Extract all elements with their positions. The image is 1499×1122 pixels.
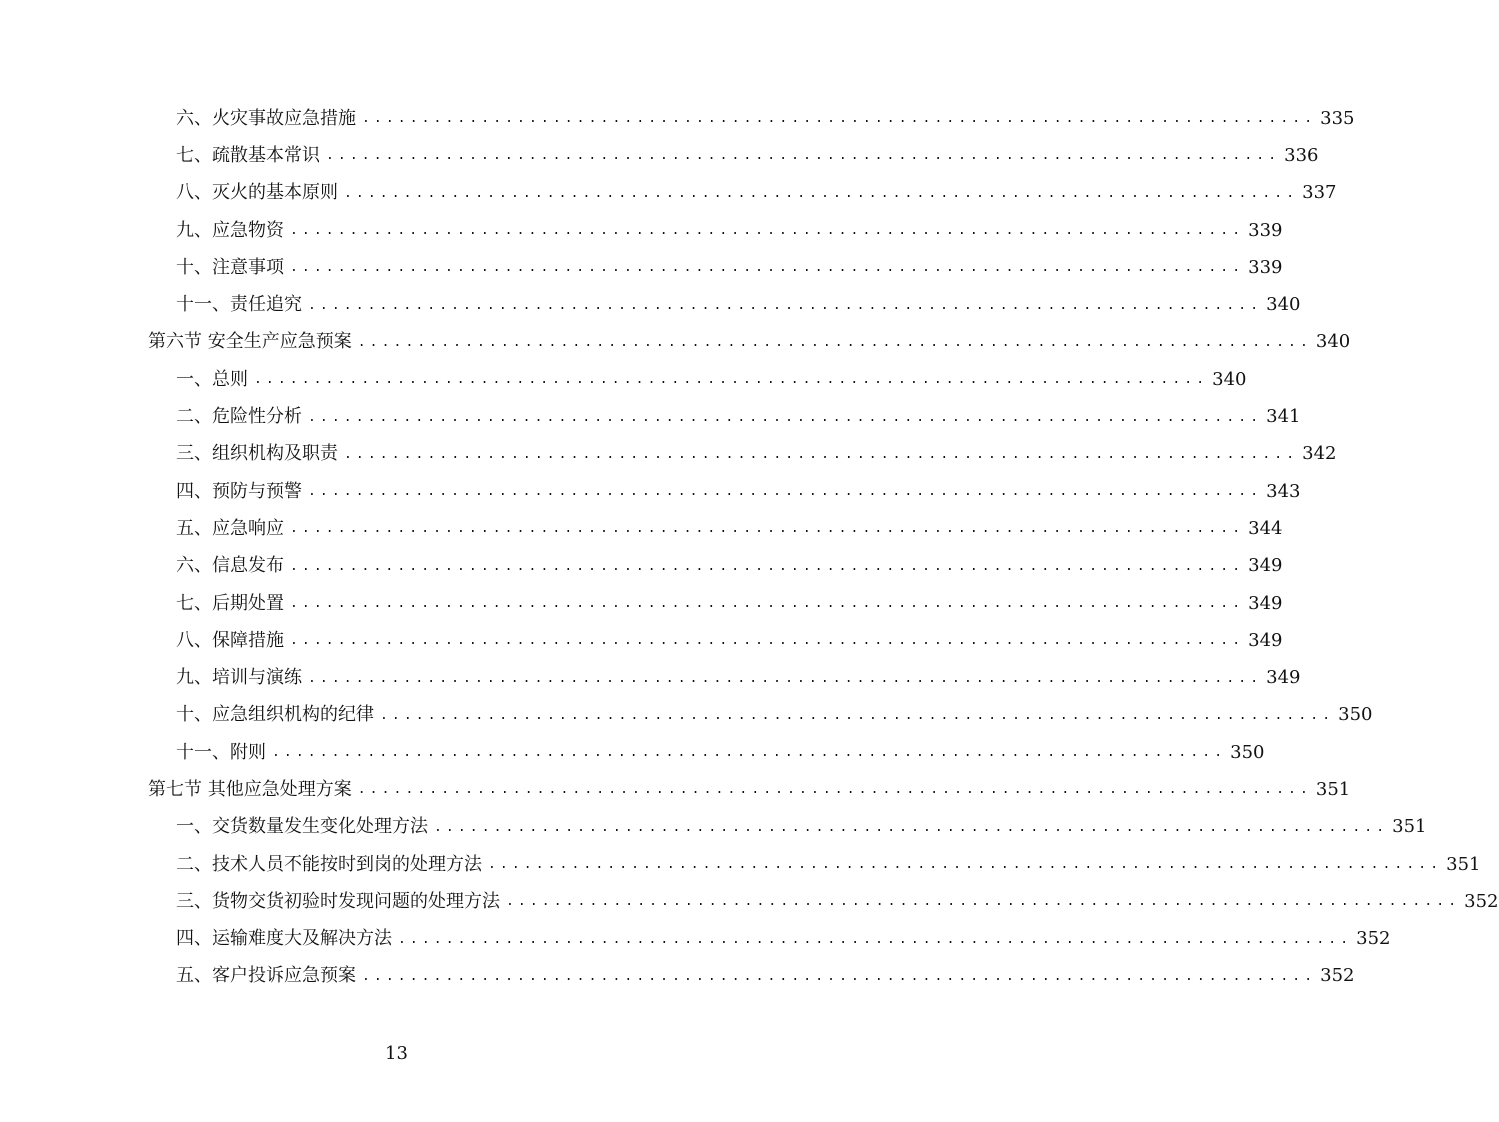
toc-dot-leader: ................................................................................: [398, 931, 1353, 947]
toc-entry-title: 六、火灾事故应急措施: [176, 107, 356, 129]
toc-dot-leader: ................................................................................: [290, 521, 1245, 537]
toc-dot-leader: ................................................................................: [380, 707, 1335, 723]
toc-entry-title: 八、灭火的基本原则: [176, 182, 338, 204]
toc-dot-leader: ................................................................................: [290, 633, 1245, 649]
toc-dot-leader: ................................................................................: [308, 484, 1263, 500]
toc-entry-page: 349: [1248, 592, 1283, 614]
toc-subsection-entry[interactable]: [0, 100, 1355, 137]
toc-entry-title: 七、后期处置: [176, 592, 284, 614]
toc-section-entry[interactable]: [0, 324, 1351, 361]
toc-entry-title: 十、注意事项: [176, 256, 284, 278]
toc-entry-page: 335: [1320, 107, 1355, 129]
table-of-contents: [0, 100, 1499, 995]
toc-entry-title: 一、总则: [176, 368, 248, 390]
toc-subsection-entry[interactable]: [0, 548, 1283, 585]
toc-dot-leader: ................................................................................: [290, 260, 1245, 276]
toc-subsection-entry[interactable]: [0, 659, 1301, 696]
toc-subsection-entry[interactable]: [0, 846, 1481, 883]
toc-entry-title: 十一、责任追究: [176, 294, 302, 316]
toc-subsection-entry[interactable]: [0, 734, 1265, 771]
toc-entry-page: 339: [1248, 219, 1283, 241]
toc-dot-leader: ................................................................................: [308, 297, 1263, 313]
toc-entry-title: 第七节 其他应急处理方案: [148, 778, 352, 800]
toc-subsection-entry[interactable]: [0, 921, 1391, 958]
toc-entry-title: 四、运输难度大及解决方法: [176, 928, 392, 950]
toc-dot-leader: ................................................................................: [434, 819, 1389, 835]
toc-entry-page: 344: [1248, 517, 1283, 539]
toc-entry-page: 341: [1266, 406, 1301, 428]
toc-entry-title: 二、危险性分析: [176, 406, 302, 428]
toc-entry-title: 九、培训与演练: [176, 667, 302, 689]
toc-entry-page: 339: [1248, 256, 1283, 278]
toc-entry-title: 七、疏散基本常识: [176, 144, 320, 166]
toc-entry-title: 六、信息发布: [176, 555, 284, 577]
toc-subsection-entry[interactable]: [0, 510, 1283, 547]
toc-entry-page: 343: [1266, 480, 1301, 502]
toc-subsection-entry[interactable]: [0, 361, 1247, 398]
toc-subsection-entry[interactable]: [0, 137, 1319, 174]
toc-entry-page: 350: [1230, 741, 1265, 763]
toc-entry-page: 340: [1315, 331, 1351, 353]
page-number: 13: [385, 1043, 408, 1064]
toc-entry-page: 352: [1356, 928, 1391, 950]
toc-section-entry[interactable]: [0, 771, 1351, 808]
toc-subsection-entry[interactable]: [0, 697, 1373, 734]
toc-subsection-entry[interactable]: [0, 249, 1283, 286]
toc-dot-leader: ................................................................................: [290, 223, 1245, 239]
toc-entry-page: 351: [1392, 816, 1427, 838]
toc-dot-leader: ................................................................................: [357, 334, 1312, 350]
toc-entry-page: 342: [1302, 443, 1337, 465]
toc-dot-leader: ................................................................................: [290, 558, 1245, 574]
toc-entry-title: 二、技术人员不能按时到岗的处理方法: [176, 853, 482, 875]
toc-subsection-entry[interactable]: [0, 175, 1337, 212]
toc-subsection-entry[interactable]: [0, 622, 1283, 659]
toc-entry-page: 349: [1266, 667, 1301, 689]
toc-dot-leader: ................................................................................: [326, 148, 1281, 164]
toc-dot-leader: ................................................................................: [344, 446, 1299, 462]
toc-entry-page: 352: [1464, 890, 1499, 912]
toc-dot-leader: ................................................................................: [308, 670, 1263, 686]
toc-entry-title: 三、组织机构及职责: [176, 443, 338, 465]
toc-entry-title: 九、应急物资: [176, 219, 284, 241]
toc-subsection-entry[interactable]: [0, 286, 1301, 323]
toc-dot-leader: ................................................................................: [362, 111, 1317, 127]
toc-entry-page: 351: [1446, 853, 1481, 875]
toc-dot-leader: ................................................................................: [272, 745, 1227, 761]
toc-entry-page: 349: [1248, 555, 1283, 577]
toc-entry-title: 第六节 安全生产应急预案: [148, 331, 352, 353]
toc-dot-leader: ................................................................................: [254, 372, 1209, 388]
toc-subsection-entry[interactable]: [0, 585, 1283, 622]
toc-entry-title: 五、应急响应: [176, 517, 284, 539]
toc-dot-leader: ................................................................................: [308, 409, 1263, 425]
toc-dot-leader: ................................................................................: [344, 185, 1299, 201]
toc-subsection-entry[interactable]: [0, 436, 1337, 473]
toc-entry-page: 351: [1315, 778, 1351, 800]
toc-entry-title: 十、应急组织机构的纪律: [176, 704, 374, 726]
toc-entry-page: 336: [1284, 144, 1319, 166]
toc-subsection-entry[interactable]: [0, 809, 1427, 846]
toc-dot-leader: ................................................................................: [357, 782, 1312, 798]
toc-dot-leader: ................................................................................: [506, 894, 1461, 910]
toc-subsection-entry[interactable]: [0, 212, 1283, 249]
toc-entry-title: 五、客户投诉应急预案: [176, 965, 356, 987]
toc-entry-page: 352: [1320, 965, 1355, 987]
toc-dot-leader: ................................................................................: [362, 968, 1317, 984]
toc-entry-page: 337: [1302, 182, 1337, 204]
toc-dot-leader: ................................................................................: [290, 596, 1245, 611]
toc-entry-title: 四、预防与预警: [176, 480, 302, 502]
toc-dot-leader: ................................................................................: [488, 857, 1443, 873]
toc-entry-page: 350: [1338, 704, 1373, 726]
toc-entry-page: 349: [1248, 629, 1283, 651]
toc-subsection-entry[interactable]: [0, 958, 1355, 995]
toc-subsection-entry[interactable]: [0, 473, 1301, 510]
toc-entry-title: 一、交货数量发生变化处理方法: [176, 816, 428, 838]
toc-entry-page: 340: [1212, 368, 1247, 390]
toc-subsection-entry[interactable]: [0, 398, 1301, 435]
toc-entry-title: 十一、附则: [176, 741, 266, 763]
toc-subsection-entry[interactable]: [0, 883, 1499, 920]
toc-entry-title: 三、货物交货初验时发现问题的处理方法: [176, 890, 500, 912]
toc-entry-page: 340: [1266, 294, 1301, 316]
toc-entry-title: 八、保障措施: [176, 629, 284, 651]
